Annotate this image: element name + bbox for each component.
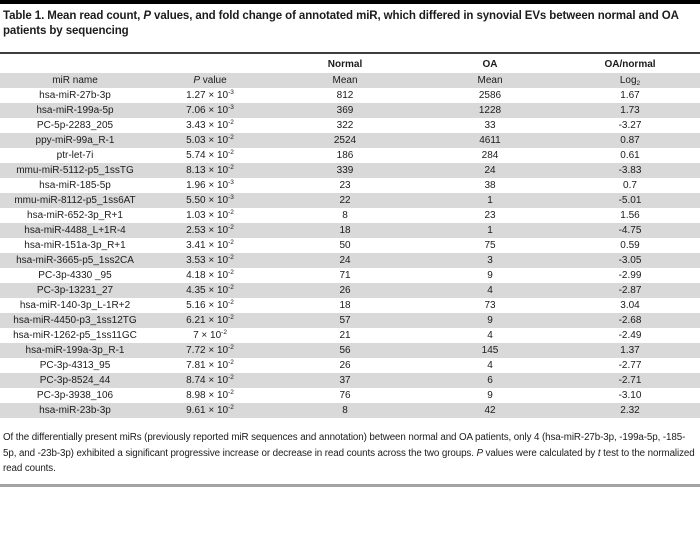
- column-log2: [560, 73, 700, 88]
- p-value-exponent: -2: [228, 164, 234, 171]
- table-footnote: [0, 418, 700, 477]
- log2-cell: -3.10: [618, 390, 642, 401]
- table-row: [0, 118, 700, 133]
- oa-mean-cell: 24: [484, 165, 496, 176]
- log2-cell: 3.04: [620, 300, 640, 311]
- p-value-exponent: -3: [228, 89, 234, 96]
- log2-cell: -2.71: [618, 375, 642, 386]
- oa-mean-cell: 4: [487, 285, 493, 296]
- table-row: [0, 403, 700, 418]
- title-divider-rule: [0, 52, 700, 54]
- normal-mean-cell: 57: [339, 315, 351, 326]
- normal-mean-cell: 812: [336, 90, 354, 101]
- mir-name-cell: PC-3p-8524_44: [39, 375, 111, 386]
- p-value-cell: $5.74 \times 10^{-2}$: [186, 149, 234, 161]
- p-value-exponent: -2: [228, 359, 234, 366]
- table-row: [0, 253, 700, 268]
- normal-mean-cell: 186: [336, 150, 354, 161]
- log2-cell: -4.75: [618, 225, 642, 236]
- p-value-exponent: -2: [228, 134, 234, 141]
- table-row: [0, 238, 700, 253]
- p-value-cell: $7 \times 10^{-2}$: [193, 329, 227, 341]
- table-row: [0, 88, 700, 103]
- p-value-cell: $8.13 \times 10^{-2}$: [186, 164, 234, 176]
- oa-mean-cell: 6: [487, 375, 493, 386]
- log2-cell: 1.73: [620, 105, 640, 116]
- table-row: [0, 343, 700, 358]
- p-value-cell: $2.53 \times 10^{-2}$: [186, 224, 234, 236]
- mir-name-cell: PC-3p-4330 _95: [38, 270, 112, 281]
- oa-mean-cell: 4: [487, 360, 493, 371]
- log2-cell: -3.05: [618, 255, 642, 266]
- p-value-cell: $3.53 \times 10^{-2}$: [186, 254, 234, 266]
- mir-name-cell: hsa-miR-1262-p5_1ss11GC: [13, 330, 137, 341]
- mir-name-cell: PC-3p-4313_95: [39, 360, 111, 371]
- p-value-cell: $5.16 \times 10^{-2}$: [186, 299, 234, 311]
- log2-cell: 0.87: [620, 135, 640, 146]
- log2-cell: -5.01: [618, 195, 642, 206]
- normal-mean-cell: 22: [339, 195, 351, 206]
- p-value-cell: $8.74 \times 10^{-2}$: [186, 374, 234, 386]
- column-p-value: [150, 73, 270, 88]
- normal-mean-cell: 8: [342, 405, 348, 416]
- oa-mean-cell: 38: [484, 180, 496, 191]
- p-value-exponent: -2: [228, 239, 234, 246]
- mir-name-cell: hsa-miR-4488_L+1R-4: [24, 225, 126, 236]
- mir-name-cell: ptr-let-7i: [56, 150, 94, 161]
- p-value-cell: $1.27 \times 10^{-3}$: [186, 89, 234, 101]
- mir-name-cell: hsa-miR-140-3p_L-1R+2: [19, 300, 131, 311]
- footnote-seg2: values were calculated by: [482, 447, 598, 459]
- table-body: [0, 88, 700, 418]
- p-value-header-rest: value: [199, 75, 227, 86]
- log2-header-sub: 2: [636, 80, 641, 87]
- table-row: [0, 103, 700, 118]
- log2-cell: 0.61: [620, 150, 640, 161]
- oa-mean-cell: 145: [481, 345, 499, 356]
- p-value-exponent: -2: [228, 314, 234, 321]
- oa-mean-cell: 33: [484, 120, 496, 131]
- p-value-exponent: -2: [228, 374, 234, 381]
- column-group-oa-normal: OA/normal: [604, 59, 656, 70]
- normal-mean-cell: 23: [339, 180, 351, 191]
- table-title-suffix: values, and fold change of annotated miR, which differed in synovial EVs between normal and OA patients by sequencing: [3, 10, 679, 37]
- oa-mean-cell: 1228: [478, 105, 502, 116]
- mir-name-cell: hsa-miR-4450-p3_1ss12TG: [13, 315, 137, 326]
- p-value-exponent: -2: [228, 269, 234, 276]
- footnote-p-italic: P: [476, 447, 483, 459]
- normal-mean-cell: 21: [339, 330, 351, 341]
- normal-mean-cell: 24: [339, 255, 351, 266]
- p-value-exponent: -3: [228, 194, 234, 201]
- footnote-t-italic: t: [597, 447, 601, 459]
- table-title-p: P: [143, 10, 151, 22]
- table-row: [0, 223, 700, 238]
- group-header-row: [0, 56, 700, 73]
- table-row: [0, 358, 700, 373]
- mir-name-cell: hsa-miR-23b-3p: [39, 405, 111, 416]
- p-value-exponent: -2: [228, 299, 234, 306]
- log2-cell: -2.77: [618, 360, 642, 371]
- p-value-cell: $7.81 \times 10^{-2}$: [186, 359, 234, 371]
- mir-name-cell: hsa-miR-185-5p: [39, 180, 111, 191]
- normal-mean-cell: 76: [339, 390, 351, 401]
- p-value-cell: $5.50 \times 10^{-3}$: [186, 194, 234, 206]
- footnote-seg3: test to the normalized read counts.: [3, 447, 695, 474]
- table-row: [0, 283, 700, 298]
- oa-mean-cell: 9: [487, 315, 493, 326]
- normal-mean-cell: 26: [339, 285, 351, 296]
- log2-cell: 1.56: [620, 210, 640, 221]
- table-row: [0, 163, 700, 178]
- column-normal-mean: Mean: [332, 75, 358, 86]
- mir-name-cell: hsa-miR-151a-3p_R+1: [24, 240, 126, 251]
- table-row: [0, 193, 700, 208]
- table-row: [0, 268, 700, 283]
- p-value-exponent: -2: [228, 224, 234, 231]
- p-value-exponent: -2: [228, 119, 234, 126]
- mir-name-cell: ppy-miR-99a_R-1: [35, 135, 115, 146]
- oa-mean-cell: 9: [487, 270, 493, 281]
- mir-name-cell: hsa-miR-27b-3p: [39, 90, 111, 101]
- mir-name-cell: hsa-miR-3665-p5_1ss2CA: [16, 255, 134, 266]
- p-value-cell: $4.18 \times 10^{-2}$: [186, 269, 234, 281]
- table-row: [0, 148, 700, 163]
- table-title: [0, 4, 700, 39]
- normal-mean-cell: 71: [339, 270, 351, 281]
- p-value-exponent: -2: [221, 329, 227, 336]
- oa-mean-cell: 1: [487, 195, 493, 206]
- p-value-cell: $7.72 \times 10^{-2}$: [186, 344, 234, 356]
- p-value-cell: $7.06 \times 10^{-3}$: [186, 104, 234, 116]
- column-oa-mean: Mean: [477, 75, 503, 86]
- normal-mean-cell: 369: [336, 105, 354, 116]
- log2-cell: 0.7: [623, 180, 637, 191]
- oa-mean-cell: 75: [484, 240, 496, 251]
- p-value-exponent: -2: [228, 389, 234, 396]
- normal-mean-cell: 56: [339, 345, 351, 356]
- oa-mean-cell: 2586: [478, 90, 502, 101]
- p-value-cell: $5.03 \times 10^{-2}$: [186, 134, 234, 146]
- oa-mean-cell: 3: [487, 255, 493, 266]
- p-value-cell: $4.35 \times 10^{-2}$: [186, 284, 234, 296]
- table-row: [0, 298, 700, 313]
- p-value-cell: $3.43 \times 10^{-2}$: [186, 119, 234, 131]
- p-value-cell: $6.21 \times 10^{-2}$: [186, 314, 234, 326]
- oa-mean-cell: 9: [487, 390, 493, 401]
- bottom-rule-bar: [0, 484, 700, 487]
- table-row: [0, 373, 700, 388]
- p-value-exponent: -2: [228, 404, 234, 411]
- table-row: [0, 328, 700, 343]
- p-value-exponent: -2: [228, 344, 234, 351]
- table-row: [0, 313, 700, 328]
- log2-cell: -3.83: [618, 165, 642, 176]
- p-value-cell: $1.03 \times 10^{-2}$: [186, 209, 234, 221]
- footnote-seg1: Of the differentially present miRs (previously reported miR sequences and annotation) between normal and OA patients, only 4 (hsa-miR-27b-3p, -199a-5p, -185-5p, and -23b-3p) exhibited a significant progressive increase or decrease in read counts across the two groups.: [3, 432, 686, 459]
- oa-mean-cell: 42: [484, 405, 496, 416]
- mir-name-cell: PC-3p-13231_27: [36, 285, 114, 296]
- mir-name-cell: PC-3p-3938_106: [36, 390, 114, 401]
- p-value-cell: $8.98 \times 10^{-2}$: [186, 389, 234, 401]
- mir-name-cell: mmu-miR-5112-p5_1ssTG: [16, 165, 134, 176]
- log2-cell: -2.68: [618, 315, 642, 326]
- log2-header-base: Log: [619, 75, 637, 86]
- normal-mean-cell: 322: [336, 120, 354, 131]
- p-value-cell: $1.96 \times 10^{-3}$: [186, 179, 234, 191]
- p-value-exponent: -2: [228, 254, 234, 261]
- header-spacer: [150, 56, 270, 73]
- p-value-cell: $9.61 \times 10^{-2}$: [186, 404, 234, 416]
- p-value-exponent: -3: [228, 104, 234, 111]
- normal-mean-cell: 26: [339, 360, 351, 371]
- oa-mean-cell: 284: [481, 150, 499, 161]
- table-title-prefix: Table 1. Mean read count,: [3, 10, 144, 22]
- sub-header-row: [0, 73, 700, 88]
- p-value-exponent: -2: [228, 209, 234, 216]
- column-group-oa: OA: [482, 59, 498, 70]
- normal-mean-cell: 50: [339, 240, 351, 251]
- oa-mean-cell: 23: [484, 210, 496, 221]
- column-group-normal: Normal: [327, 59, 363, 70]
- oa-mean-cell: 4: [487, 330, 493, 341]
- mir-name-cell: hsa-miR-652-3p_R+1: [27, 210, 123, 221]
- normal-mean-cell: 18: [339, 225, 351, 236]
- oa-mean-cell: 73: [484, 300, 496, 311]
- log2-cell: 1.37: [620, 345, 640, 356]
- mir-data-table: [0, 56, 700, 418]
- table-row: [0, 388, 700, 403]
- table-row: [0, 208, 700, 223]
- mir-name-cell: hsa-miR-199a-3p_R-1: [25, 345, 125, 356]
- log2-cell: -2.49: [618, 330, 642, 341]
- normal-mean-cell: 18: [339, 300, 351, 311]
- p-value-exponent: -2: [228, 284, 234, 291]
- mir-name-cell: PC-5p-2283_205: [36, 120, 114, 131]
- normal-mean-cell: 339: [336, 165, 354, 176]
- normal-mean-cell: 8: [342, 210, 348, 221]
- log2-cell: 0.59: [620, 240, 640, 251]
- normal-mean-cell: 37: [339, 375, 351, 386]
- p-value-exponent: -3: [228, 179, 234, 186]
- mir-name-cell: mmu-miR-8112-p5_1ss6AT: [14, 195, 136, 206]
- log2-cell: 1.67: [620, 90, 640, 101]
- p-value-header-p: P: [193, 75, 200, 86]
- column-mir-name: miR name: [52, 75, 98, 86]
- oa-mean-cell: 1: [487, 225, 493, 236]
- table-row: [0, 133, 700, 148]
- mir-name-cell: hsa-miR-199a-5p: [36, 105, 114, 116]
- log2-cell: -2.87: [618, 285, 642, 296]
- p-value-cell: $3.41 \times 10^{-2}$: [186, 239, 234, 251]
- p-value-exponent: -2: [228, 149, 234, 156]
- oa-mean-cell: 4611: [479, 135, 501, 146]
- log2-cell: -3.27: [618, 120, 642, 131]
- log2-cell: -2.99: [618, 270, 642, 281]
- table-row: [0, 178, 700, 193]
- header-spacer: [0, 56, 150, 73]
- normal-mean-cell: 2524: [333, 135, 357, 146]
- log2-cell: 2.32: [620, 405, 640, 416]
